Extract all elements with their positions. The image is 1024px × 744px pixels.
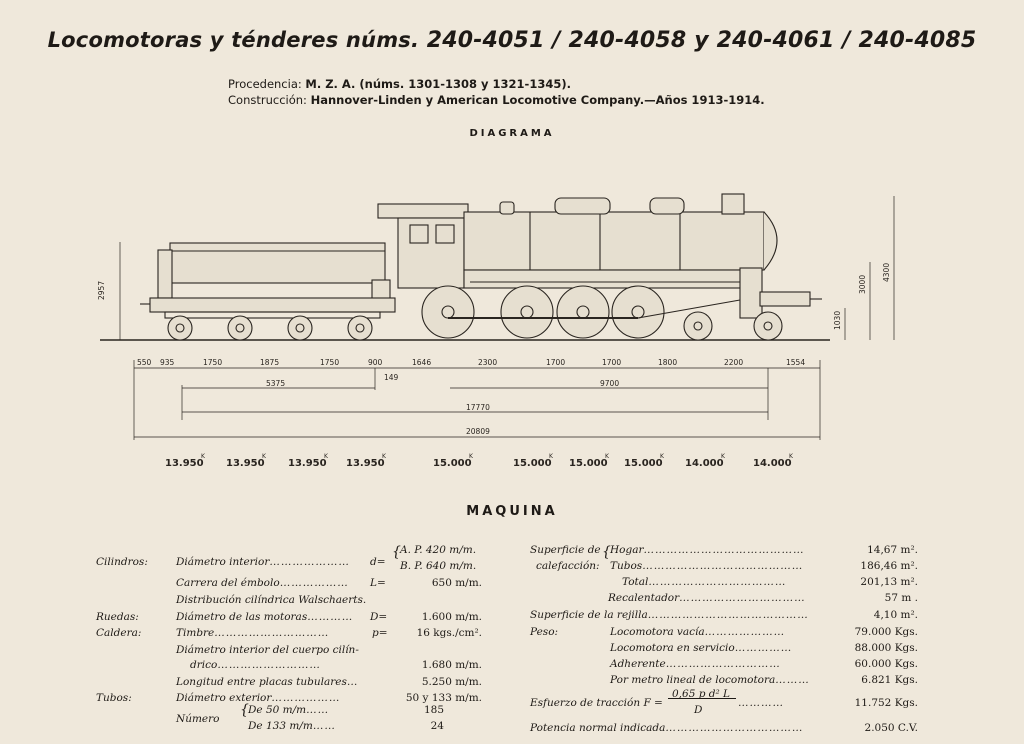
procedencia-label: Procedencia: xyxy=(228,77,302,91)
por-metro-value: 6.821 Kgs. xyxy=(861,674,918,686)
placas-value: 5.250 m/m. xyxy=(421,676,482,688)
diametro-exterior-text: Diámetro exterior xyxy=(176,692,272,704)
ruedas-label: Ruedas: xyxy=(96,611,139,623)
formula-numerator: 0,65 p d² L xyxy=(672,688,731,700)
servicio-value: 88.000 Kgs. xyxy=(854,642,918,654)
potencia-label: Potencia normal indicada……………………………… xyxy=(530,722,804,734)
spacing-label: 1750 xyxy=(320,358,340,367)
carrera-value: 650 m/m. xyxy=(431,577,482,589)
p-symbol: p= xyxy=(372,627,388,639)
axle-load-unit: K xyxy=(549,453,553,460)
coupled-base-label: 17770 xyxy=(466,403,490,412)
axle-load: 15.000 xyxy=(433,458,472,469)
axle-load-unit: K xyxy=(324,453,328,460)
timbre-label: Timbre………………………… xyxy=(176,627,330,639)
dimension-labels xyxy=(97,263,891,436)
axle-load: 14.000 xyxy=(753,458,792,469)
ap-value: A. P. 420 m/m. xyxy=(400,544,477,556)
exterior-value: 50 y 133 m/m. xyxy=(405,692,482,704)
esfuerzo-leader: ………… xyxy=(738,697,784,709)
diametro-motoras-text: Diámetro de las motoras xyxy=(176,611,308,623)
recalentador-label: Recalentador…………………………… xyxy=(608,592,806,604)
total-value: 201,13 m². xyxy=(860,576,918,588)
axle-load-unit: K xyxy=(605,453,609,460)
timbre-value: 16 kgs./cm². xyxy=(416,627,482,639)
adherente-label: Adherente………………………… xyxy=(610,658,781,670)
potencia-value: 2.050 C.V. xyxy=(864,722,918,734)
brace: { xyxy=(240,702,249,718)
d-symbol: d= xyxy=(370,556,386,568)
caldera-label: Caldera: xyxy=(96,627,142,639)
longitud-placas-text: Longitud entre placas tubulares xyxy=(176,676,347,688)
brace: { xyxy=(602,544,611,560)
hogar-text: Hogar xyxy=(610,544,644,556)
carrera-label: Carrera del émbolo……………… xyxy=(176,577,349,589)
axle-load: 14.000 xyxy=(685,458,724,469)
distribucion-label: Distribución cilíndrica Walschaerts. xyxy=(176,594,367,606)
spacing-label: 900 xyxy=(368,358,383,367)
rejilla-label: Superficie de la rejilla…………………………………… xyxy=(530,609,809,621)
adherente-text: Adherente xyxy=(610,658,666,670)
superficie-label: Superficie de xyxy=(530,544,601,556)
vacia-text: Locomotora vacía xyxy=(610,626,705,638)
spacing-label: 1700 xyxy=(546,358,566,367)
recalentador-value: 57 m . xyxy=(884,592,918,604)
axle-load: 13.950 xyxy=(165,458,204,469)
servicio-text: Locomotora en servicio xyxy=(610,642,735,654)
potencia-text: Potencia normal indicada xyxy=(530,722,666,734)
tender-drawing xyxy=(140,243,395,340)
rejilla-value: 4,10 m². xyxy=(873,609,918,621)
de133-text: De 133 m/m xyxy=(248,720,313,732)
cuerpo-value: 1.680 m/m. xyxy=(421,659,482,671)
vacia-label: Locomotora vacía………………… xyxy=(610,626,786,638)
title-numbers: 240-4051 / 240-4058 y 240-4061 / 240-4085 xyxy=(426,28,977,53)
spacing-label: 935 xyxy=(160,358,175,367)
height-label-4300: 4300 xyxy=(882,262,891,282)
diametro-cuerpo-label-1: Diámetro interior del cuerpo cilín- xyxy=(176,644,359,656)
diametro-exterior-label: Diámetro exterior……………… xyxy=(176,692,341,704)
de50-label: De 50 m/m…… xyxy=(248,704,330,716)
fraction-bar xyxy=(668,698,736,699)
bp-value: B. P. 640 m/m. xyxy=(400,560,477,572)
tubos-label: Tubos: xyxy=(96,692,132,704)
height-label-3000: 3000 xyxy=(858,274,867,294)
esfuerzo-value: 11.752 Kgs. xyxy=(854,697,918,709)
loco-base-label: 9700 xyxy=(600,379,620,388)
formula-denominator: D xyxy=(694,704,703,716)
por-metro-text: Por metro lineal de locomotora xyxy=(610,674,776,686)
total-label: Total……………………………… xyxy=(622,576,787,588)
tubos-sup-label: Tubos…………………………………… xyxy=(610,560,804,572)
diametro-interior-text: Diámetro interior xyxy=(176,556,270,568)
construccion-value: Hannover-Linden y American Locomotive Company.—Años 1913-1914. xyxy=(310,93,765,107)
de133-value: 24 xyxy=(430,720,444,732)
diametro-cuerpo-label-2: drico……………………… xyxy=(190,659,321,671)
timbre-text: Timbre xyxy=(176,627,215,639)
axle-load-unit: K xyxy=(201,453,205,460)
axle-load: 15.000 xyxy=(569,458,608,469)
spacing-label: 2300 xyxy=(478,358,498,367)
longitud-placas-label: Longitud entre placas tubulares… xyxy=(176,676,359,688)
maquina-title: MAQUINA xyxy=(466,504,558,519)
total-text: Total xyxy=(622,576,649,588)
axle-load: 13.950 xyxy=(346,458,385,469)
axle-load: 15.000 xyxy=(513,458,552,469)
height-label-2957: 2957 xyxy=(97,280,106,300)
height-label-1030: 1030 xyxy=(833,310,842,330)
por-metro-label: Por metro lineal de locomotora……… xyxy=(610,674,810,686)
axle-load-unit: K xyxy=(660,453,664,460)
diametro-cuerpo-text: drico xyxy=(190,659,218,671)
calefaccion-label: calefacción: xyxy=(536,560,600,572)
hogar-value: 14,67 m². xyxy=(867,544,918,556)
axle-load-unit: K xyxy=(382,453,386,460)
spacing-label: 1875 xyxy=(260,358,280,367)
vacia-value: 79.000 Kgs. xyxy=(854,626,918,638)
tubos-sup-value: 186,46 m². xyxy=(860,560,918,572)
tender-base-label: 5375 xyxy=(266,379,286,388)
peso-label: Peso: xyxy=(530,626,559,638)
title-prefix: Locomotoras y ténderes núms. xyxy=(47,28,420,52)
axle-loads xyxy=(165,453,794,469)
driving-wheels xyxy=(422,286,782,340)
hogar-label: Hogar…………………………………… xyxy=(610,544,805,556)
axle-load-unit: K xyxy=(721,453,725,460)
brace: { xyxy=(392,544,401,560)
de50-value: 185 xyxy=(423,704,444,716)
diametro-motoras-label: Diámetro de las motoras………… xyxy=(176,611,354,623)
carrera-text: Carrera del émbolo xyxy=(176,577,280,589)
adherente-value: 60.000 Kgs. xyxy=(854,658,918,670)
locomotive-drawing xyxy=(100,194,830,340)
diagram-title: DIAGRAMA xyxy=(469,128,555,139)
axle-load: 13.950 xyxy=(226,458,265,469)
spacing-label: 1700 xyxy=(602,358,622,367)
spacing-label: 2200 xyxy=(724,358,744,367)
cab-drawing xyxy=(378,204,468,288)
tubos-text: Tubos xyxy=(610,560,643,572)
diametro-interior-label: Diámetro interior………………… xyxy=(176,556,350,568)
axle-load: 13.950 xyxy=(288,458,327,469)
numero-label: Número xyxy=(176,713,220,725)
motoras-value: 1.600 m/m. xyxy=(421,611,482,623)
de50-text: De 50 m/m xyxy=(248,704,307,716)
spacing-label: 1554 xyxy=(786,358,806,367)
axle-load: 15.000 xyxy=(624,458,663,469)
spacing-label: 1750 xyxy=(203,358,223,367)
axle-load-unit: K xyxy=(262,453,266,460)
procedencia-value: M. Z. A. (núms. 1301-1308 y 1321-1345). xyxy=(305,77,571,91)
recalentador-text: Recalentador xyxy=(608,592,680,604)
spacing-label: 1800 xyxy=(658,358,678,367)
construccion-label: Construcción: xyxy=(228,93,307,107)
cilindros-label: Cilindros: xyxy=(96,556,148,568)
rejilla-text: Superficie de la rejilla xyxy=(530,609,648,621)
spacing-label: 1646 xyxy=(412,358,432,367)
esfuerzo-label: Esfuerzo de tracción F = xyxy=(530,697,663,709)
axle-load-unit: K xyxy=(789,453,793,460)
axle-load-unit: K xyxy=(469,453,473,460)
total-length-label: 20809 xyxy=(466,427,490,436)
de133-label: De 133 m/m…… xyxy=(248,720,336,732)
D-symbol: D= xyxy=(370,611,388,623)
spacing-label: 550 xyxy=(137,358,152,367)
small-dimension-label: 149 xyxy=(384,373,399,382)
servicio-label: Locomotora en servicio…………… xyxy=(610,642,793,654)
l-symbol: L= xyxy=(370,577,386,589)
